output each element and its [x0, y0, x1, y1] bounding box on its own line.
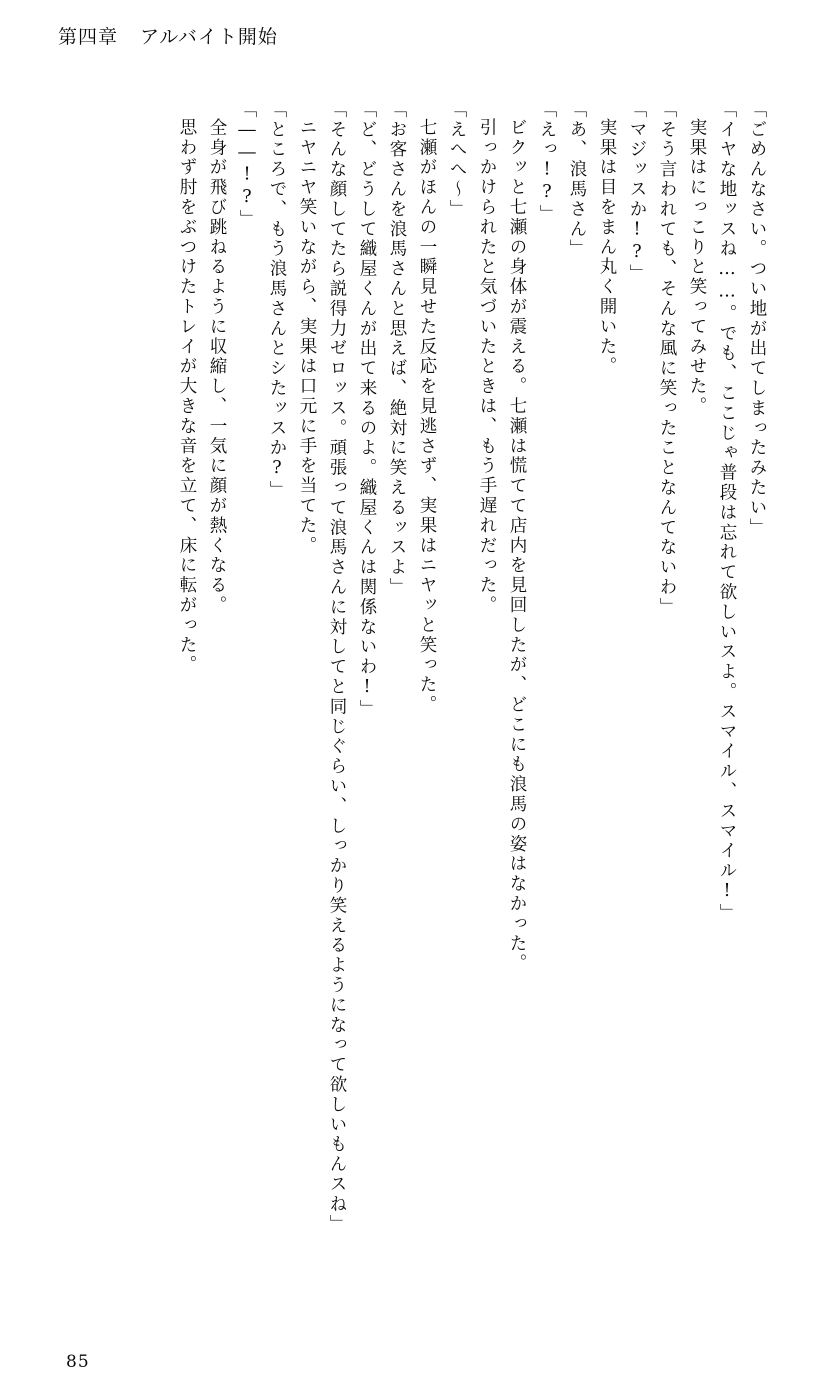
body-text [65, 100, 765, 1310]
page-header [58, 22, 278, 49]
page-number: 85 [66, 1352, 90, 1372]
text-line: ビクッと七瀬の身体が震える。七瀬は慌てて店内を見回したが、どこにも浪馬の姿はなかった。 [507, 118, 527, 974]
text-line: ニヤニヤ笑いながら、実果は口元に手を当てた。 [297, 118, 317, 556]
text-line: 「あ、浪馬さん」 [567, 100, 587, 260]
text-line: 実果はにっこりと笑ってみせた。 [687, 118, 707, 417]
text-line: 「そんな顔してたら説得力ゼロッス。頑張って浪馬さんに対してと同じぐらい、しっかり笑えるようになって欲しいもんスね」 [327, 100, 347, 1235]
chapter-title: アルバイト開始 [140, 26, 278, 48]
text-line: 「――!?」 [237, 100, 257, 230]
text-line: 「ところで、もう浪馬さんとシたッスか?」 [267, 100, 287, 501]
text-line: 七瀬がほんの一瞬見せた反応を見逃さず、実果はニヤッと笑った。 [417, 118, 437, 715]
text-line: 実果は目をまん丸く開いた。 [597, 118, 617, 377]
text-line: 「マジッスか!?」 [627, 100, 647, 285]
text-line: 「イヤな地ッスね……。でも、ここじゃ普段は忘れて欲しいスよ。スマイル、スマイル!」 [717, 100, 737, 924]
text-line: 「お客さんを浪馬さんと思えば、絶対に笑えるッスよ」 [387, 100, 407, 598]
text-line: 「ど、どうして織屋くんが出て来るのよ。織屋くんは関係ないわ!」 [357, 100, 377, 720]
text-line: 「ごめんなさい。つい地が出てしまったみたい」 [747, 100, 767, 538]
text-line: 「えっ!?」 [537, 100, 557, 225]
text-line: 引っかけられたと気づいたときは、もう手遅れだった。 [477, 118, 497, 616]
text-line: 思わず肘をぶつけたトレイが大きな音を立て、床に転がった。 [177, 118, 197, 676]
chapter-number: 第四章 [58, 26, 119, 48]
text-line: 「そう言われても、そんな風に笑ったことなんてないわ」 [657, 100, 677, 618]
text-line: 全身が飛び跳ねるように収縮し、一気に顔が熱くなる。 [207, 118, 227, 616]
text-line: 「えへへ〜」 [447, 100, 467, 220]
